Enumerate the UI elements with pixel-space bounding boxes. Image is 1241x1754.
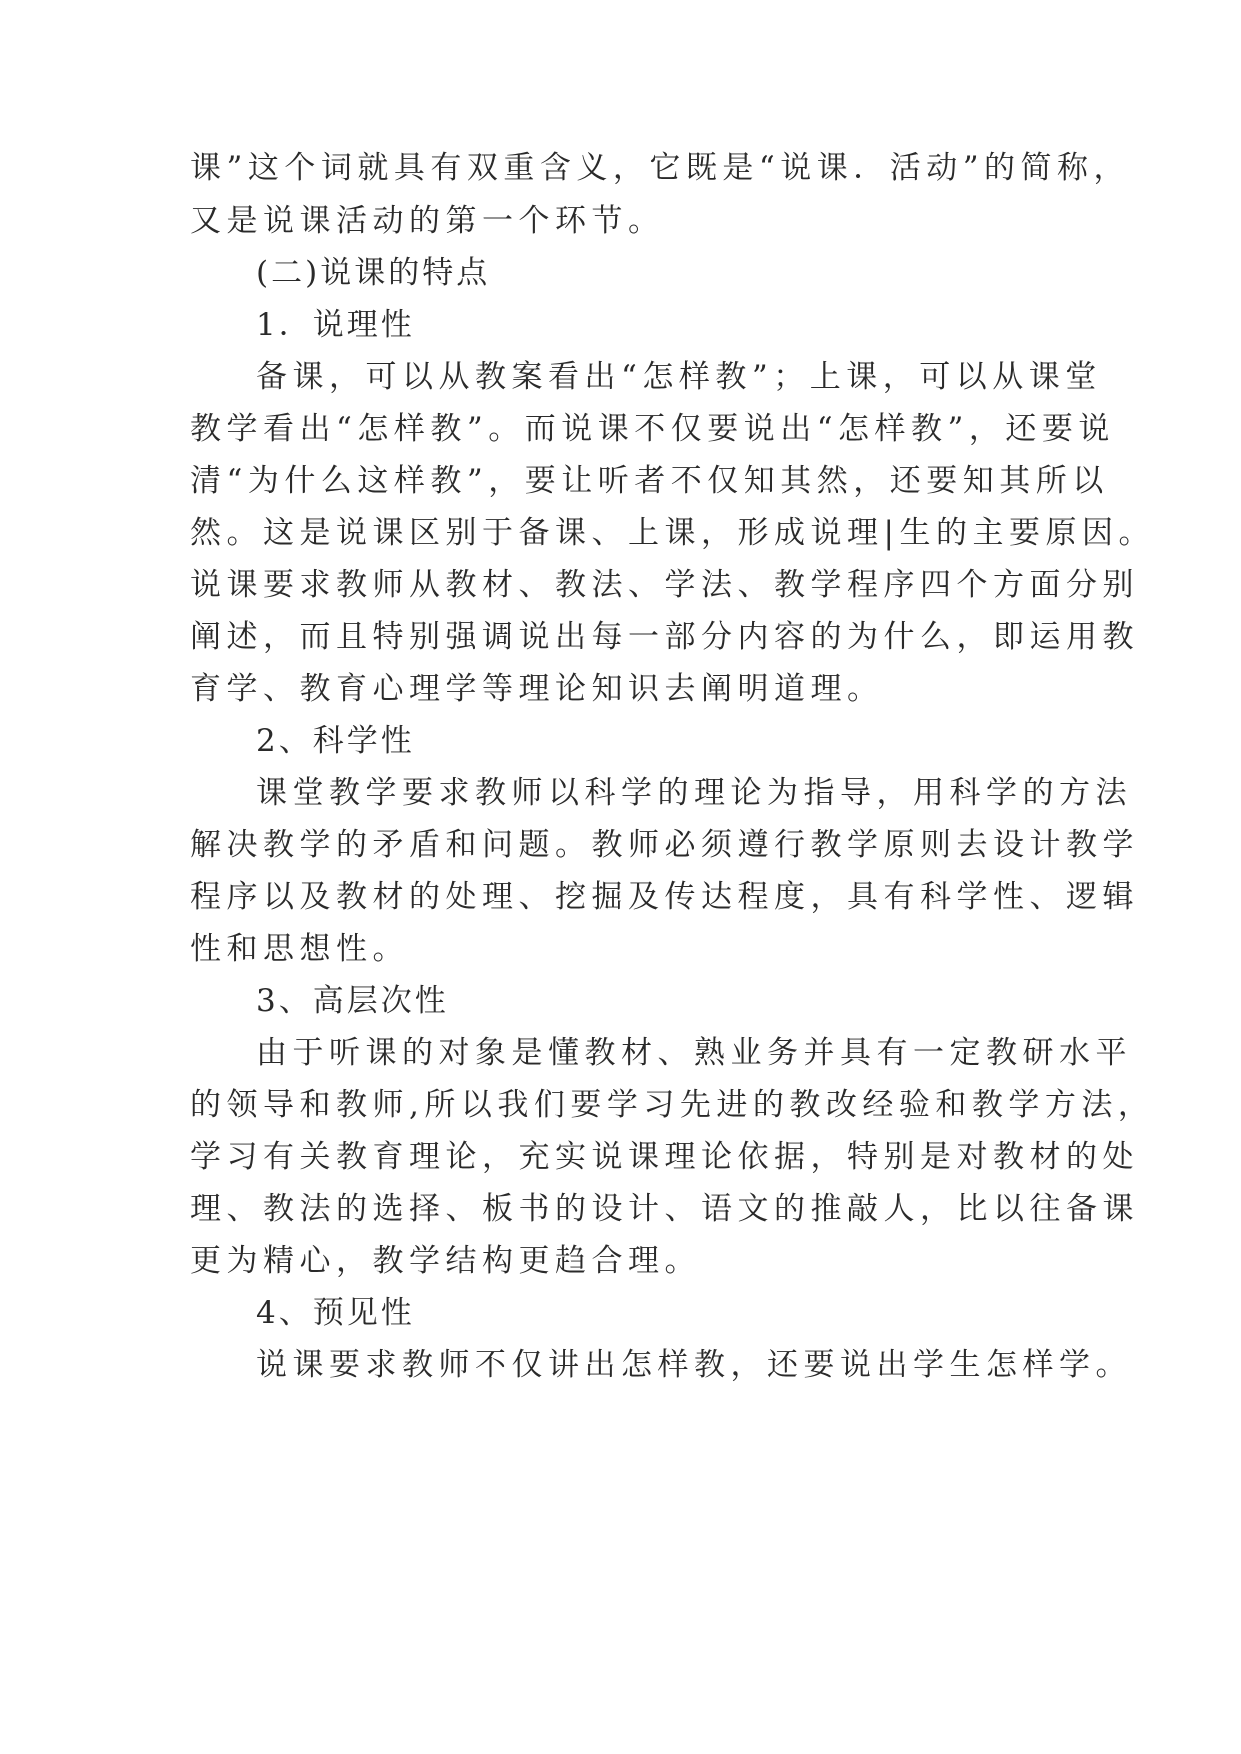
section-heading: (二)说课的特点 <box>256 255 491 291</box>
text-line: 育学、教育心理学等理论知识去阐明道理。 <box>190 671 884 707</box>
text-line: 性和思想性。 <box>190 931 409 967</box>
subsection-heading: 2、科学性 <box>256 723 415 759</box>
text-line: 理、教法的选择、板书的设计、语文的推敲人，比以往备课 <box>190 1191 1139 1227</box>
text-line: 解决教学的矛盾和问题。教师必须遵行教学原则去设计教学 <box>190 827 1139 863</box>
text-line: 教学看出“怎样教”。而说课不仅要说出“怎样教”，还要说 <box>190 411 1115 447</box>
subsection-heading: 4、预见性 <box>256 1295 415 1331</box>
text-line: 说课要求教师不仅讲出怎样教，还要说出学生怎样学。 <box>256 1347 1132 1383</box>
text-line: 更为精心，教学结构更趋合理。 <box>190 1243 701 1279</box>
text-line: 然。这是说课区别于备课、上课，形成说理|生的主要原因。 <box>190 515 1155 551</box>
text-line: 说课要求教师从教材、教法、学法、教学程序四个方面分别 <box>190 567 1139 603</box>
text-line: 又是说课活动的第一个环节。 <box>190 203 665 239</box>
text-line: 由于听课的对象是懂教材、熟业务并具有一定教研水平 <box>256 1035 1132 1071</box>
text-line: 阐述，而且特别强调说出每一部分内容的为什么，即运用教 <box>190 619 1139 655</box>
text-line: 课堂教学要求教师以科学的理论为指导，用科学的方法 <box>256 775 1132 811</box>
text-line: 学习有关教育理论，充实说课理论依据，特别是对教材的处 <box>190 1139 1139 1175</box>
subsection-heading: 1．说理性 <box>256 307 415 343</box>
text-line: 程序以及教材的处理、挖掘及传达程度，具有科学性、逻辑 <box>190 879 1139 915</box>
subsection-heading: 3、高层次性 <box>256 983 449 1019</box>
text-line: 备课，可以从教案看出“怎样教”；上课，可以从课堂 <box>256 359 1102 395</box>
text-line: 的领导和教师,所以我们要学习先进的教改经验和教学方法， <box>190 1087 1155 1123</box>
text-line: 课”这个词就具有双重含义，它既是“说课．活动”的简称， <box>190 150 1131 186</box>
text-line: 清“为什么这样教”，要让听者不仅知其然，还要知其所以 <box>190 463 1109 499</box>
